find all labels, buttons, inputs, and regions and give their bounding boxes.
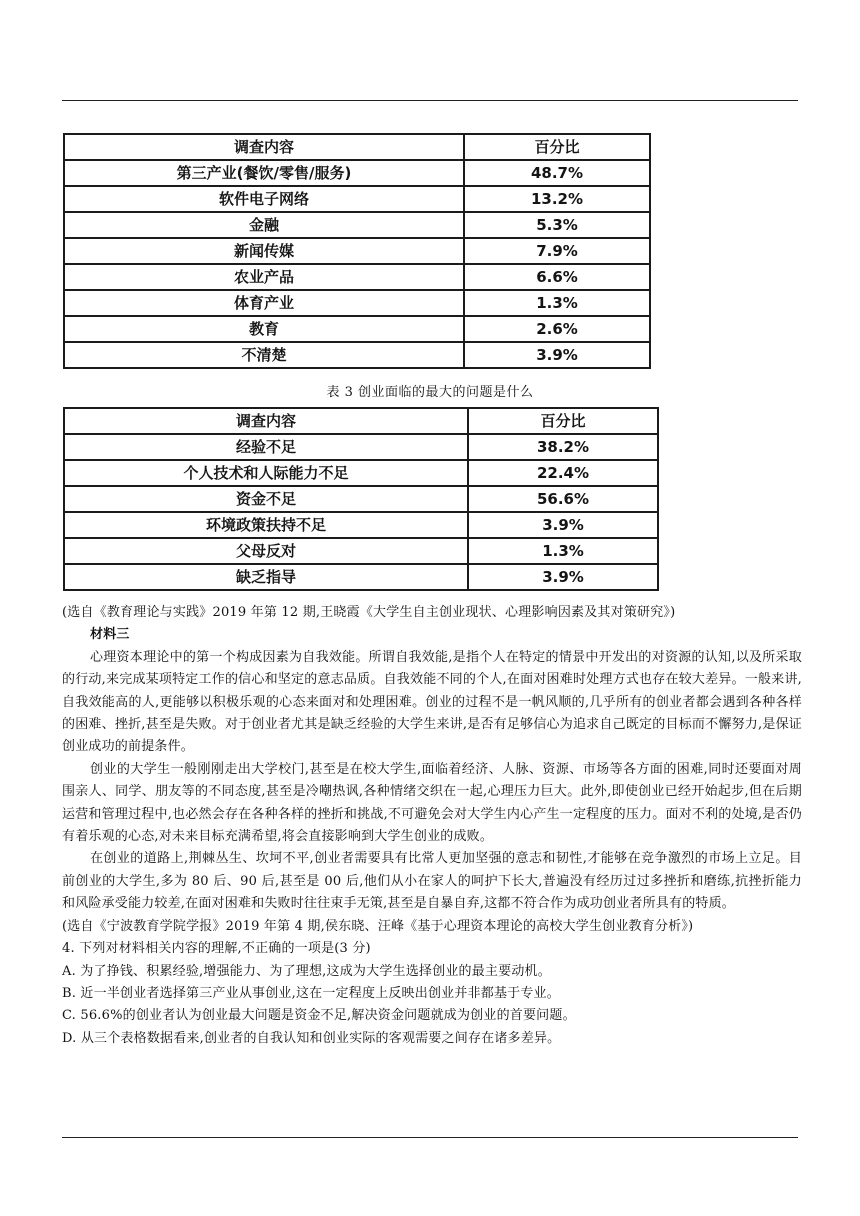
row-value: 22.4% xyxy=(468,460,658,486)
question-option-b: B. 近一半创业者选择第三产业从事创业,这在一定程度上反映出创业并非都基于专业。 xyxy=(62,985,560,1001)
table-row xyxy=(64,160,650,186)
question-option-a: A. 为了挣钱、积累经验,增强能力、为了理想,这成为大学生选择创业的最主要动机。 xyxy=(62,963,551,979)
row-label: 缺乏指导 xyxy=(64,564,468,590)
row-value: 48.7% xyxy=(464,160,650,186)
question-option-c: C. 56.6%的创业者认为创业最大问题是资金不足,解决资金问题就成为创业的首要问题。 xyxy=(62,1008,576,1024)
row-value: 3.9% xyxy=(464,342,650,368)
row-value: 38.2% xyxy=(468,434,658,460)
question-stem: 4. 下列对材料相关内容的理解,不正确的一项是(3 分) xyxy=(62,941,371,957)
table-row xyxy=(64,486,658,512)
row-value: 6.6% xyxy=(464,264,650,290)
row-label: 金融 xyxy=(64,212,464,238)
source-citation-1: (选自《教育理论与实践》2019 年第 12 期,王晓霞《大学生自主创业现状、心理影响因素及其对策研究》) xyxy=(62,605,676,620)
table-row xyxy=(64,238,650,264)
row-label: 资金不足 xyxy=(64,486,468,512)
row-value: 3.9% xyxy=(468,564,658,590)
table-row xyxy=(64,538,658,564)
row-value: 56.6% xyxy=(468,486,658,512)
material-3-heading: 材料三 xyxy=(90,627,130,643)
row-value: 7.9% xyxy=(464,238,650,264)
paragraph: 在创业的道路上,荆棘丛生、坎坷不平,创业者需要具有比常人更加坚强的意志和韧性,才能够在竞争激烈的市场上立足。目前创业的大学生,多为 80 后、90 后,甚至是 00 后,他们从小在家人的呵护下长大,普遍没有经历过过多挫折和磨练,抗挫折能力和风险承受能力较差,在面对困难和失败时往往束手无策,甚至是自暴自弃,这都不符合作为成功创业者所具有的特质。 xyxy=(62,851,802,912)
header-rule xyxy=(62,100,798,101)
header-cell-content: 调查内容 xyxy=(64,408,468,434)
table-row xyxy=(64,290,650,316)
row-value: 5.3% xyxy=(464,212,650,238)
table-row xyxy=(64,564,658,590)
table-row xyxy=(64,512,658,538)
table-3-caption: 表 3 创业面临的最大的问题是什么 xyxy=(326,385,534,400)
row-label: 经验不足 xyxy=(64,434,468,460)
survey-table-3 xyxy=(63,407,659,591)
row-label: 环境政策扶持不足 xyxy=(64,512,468,538)
question-option-d: D. 从三个表格数据看来,创业者的自我认知和创业实际的客观需要之间存在诸多差异。 xyxy=(62,1030,561,1046)
table-row xyxy=(64,264,650,290)
table-row xyxy=(64,316,650,342)
row-label: 新闻传媒 xyxy=(64,238,464,264)
header-cell-content: 调查内容 xyxy=(64,134,464,160)
row-value: 13.2% xyxy=(464,186,650,212)
row-label: 软件电子网络 xyxy=(64,186,464,212)
survey-table-2 xyxy=(63,133,651,369)
row-label: 个人技术和人际能力不足 xyxy=(64,460,468,486)
table-header-row xyxy=(64,408,658,434)
footer-rule xyxy=(62,1137,798,1138)
row-value: 2.6% xyxy=(464,316,650,342)
row-value: 1.3% xyxy=(468,538,658,564)
table-row xyxy=(64,342,650,368)
paragraph: 创业的大学生一般刚刚走出大学校门,甚至是在校大学生,面临着经济、人脉、资源、市场等各方面的困难,同时还要面对周围亲人、同学、朋友等的不同态度,甚至是冷嘲热讽,各种情绪交织在一起,心理压力巨大。此外,即使创业已经开始起步,但在后期运营和管理过程中,也必然会存在各种各样的挫折和挑战,不可避免会对大学生内心产生一定程度的压力。面对不利的处境,是否仍有着乐观的心态,对未来目标充满希望,将会直接影响到大学生创业的成败。 xyxy=(62,761,802,845)
row-value: 1.3% xyxy=(464,290,650,316)
row-label: 父母反对 xyxy=(64,538,468,564)
row-label: 第三产业(餐饮/零售/服务) xyxy=(64,160,464,186)
table-header-row xyxy=(64,134,650,160)
table-row xyxy=(64,434,658,460)
article-body xyxy=(62,602,802,1050)
row-label: 教育 xyxy=(64,316,464,342)
table-row xyxy=(64,460,658,486)
source-citation-2: (选自《宁波教育学院学报》2019 年第 4 期,侯东晓、汪峰《基于心理资本理论的高校大学生创业教育分析》) xyxy=(62,918,694,934)
header-cell-percent: 百分比 xyxy=(468,408,658,434)
row-label: 农业产品 xyxy=(64,264,464,290)
row-label: 体育产业 xyxy=(64,290,464,316)
paragraph: 心理资本理论中的第一个构成因素为自我效能。所谓自我效能,是指个人在特定的情景中开发出的对资源的认知,以及所采取的行动,来完成某项特定工作的信心和坚定的意志品质。自我效能不同的个人,在面对困难时处理方式也存在较大差异。一般来讲,自我效能高的人,更能够以积极乐观的心态来面对和处理困难。创业的过程不是一帆风顺的,几乎所有的创业者都会遇到各种各样的困难、挫折,甚至是失败。对于创业者尤其是缺乏经验的大学生来讲,是否有足够信心为追求自己既定的目标而不懈努力,是保证创业成功的前提条件。 xyxy=(62,649,802,755)
row-value: 3.9% xyxy=(468,512,658,538)
row-label: 不清楚 xyxy=(64,342,464,368)
table-row xyxy=(64,212,650,238)
table-row xyxy=(64,186,650,212)
header-cell-percent: 百分比 xyxy=(464,134,650,160)
